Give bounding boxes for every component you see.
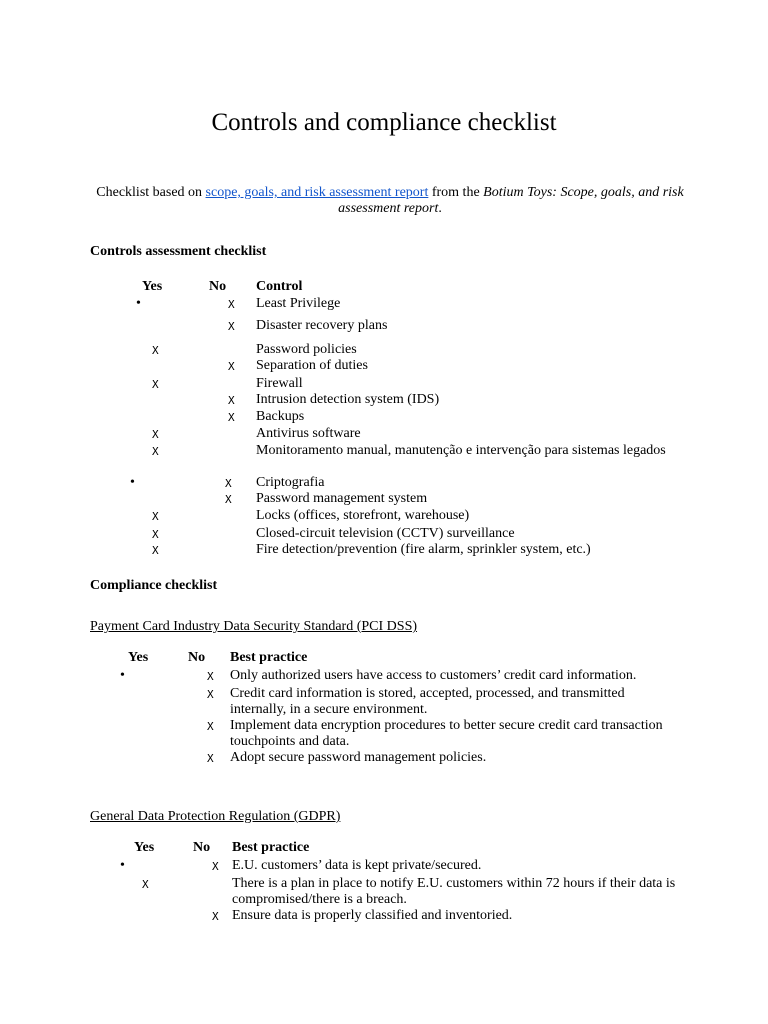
no-mark: X	[225, 477, 232, 490]
yes-mark: •	[120, 858, 125, 873]
intro-italic: Botium Toys: Scope, goals, and risk assessment report	[338, 185, 684, 216]
no-mark: X	[212, 910, 219, 923]
pci-col-best-practice: Best practice	[230, 650, 308, 665]
best-practice-label: Implement data encryption procedures to better secure credit card transaction touchpoints and data.	[230, 718, 663, 749]
controls-col-yes: Yes	[142, 279, 163, 294]
yes-mark: •	[130, 475, 135, 490]
yes-mark: X	[152, 528, 159, 541]
no-mark: X	[228, 360, 235, 373]
yes-mark: •	[136, 296, 141, 311]
control-label: Disaster recovery plans	[256, 318, 388, 333]
control-label: Closed-circuit television (CCTV) surveillance	[256, 526, 515, 541]
controls-col-control: Control	[256, 279, 303, 294]
intro-prefix: Checklist based on	[96, 185, 206, 200]
yes-mark: X	[152, 544, 159, 557]
compliance-heading: Compliance checklist	[90, 578, 218, 593]
best-practice-label: There is a plan in place to notify E.U. customers within 72 hours if their data is compromised/there is a breach.	[232, 876, 676, 907]
control-label: Least Privilege	[256, 296, 341, 311]
intro-paragraph	[90, 185, 690, 217]
yes-mark: •	[120, 668, 125, 683]
controls-heading: Controls assessment checklist	[90, 244, 267, 259]
no-mark: X	[212, 860, 219, 873]
yes-mark: X	[152, 445, 159, 458]
yes-mark: X	[152, 428, 159, 441]
no-mark: X	[228, 411, 235, 424]
control-label: Criptografia	[256, 475, 325, 490]
pci-col-no: No	[188, 650, 206, 665]
no-mark: X	[228, 394, 235, 407]
intro-middle: from the	[428, 185, 484, 200]
best-practice-label: Adopt secure password management policies.	[230, 750, 487, 765]
yes-mark: X	[152, 510, 159, 523]
controls-col-no: No	[209, 279, 227, 294]
best-practice-label: Ensure data is properly classified and inventoried.	[232, 908, 513, 923]
pci-dss-title: Payment Card Industry Data Security Standard (PCI DSS)	[90, 619, 418, 634]
yes-mark: X	[152, 344, 159, 357]
control-label: Intrusion detection system (IDS)	[256, 392, 440, 407]
best-practice-label: E.U. customers’ data is kept private/secured.	[232, 858, 482, 873]
no-mark: X	[207, 670, 214, 683]
yes-mark: X	[142, 878, 149, 891]
control-label: Password management system	[256, 491, 428, 506]
control-label: Firewall	[256, 376, 303, 391]
control-label: Separation of duties	[256, 358, 368, 373]
gdpr-title: General Data Protection Regulation (GDPR)	[90, 809, 341, 824]
control-label: Backups	[256, 409, 305, 424]
gdpr-col-yes: Yes	[134, 840, 155, 855]
yes-mark: X	[152, 378, 159, 391]
intro-suffix: .	[438, 201, 442, 216]
best-practice-label: Only authorized users have access to customers’ credit card information.	[230, 668, 637, 683]
control-label: Fire detection/prevention (fire alarm, sprinkler system, etc.)	[256, 542, 591, 557]
no-mark: X	[228, 320, 235, 333]
scope-report-link[interactable]: scope, goals, and risk assessment report	[205, 185, 429, 200]
gdpr-col-best-practice: Best practice	[232, 840, 310, 855]
no-mark: X	[207, 752, 214, 765]
best-practice-label: Credit card information is stored, accepted, processed, and transmitted internally, in a secure environment.	[230, 686, 625, 717]
control-label: Password policies	[256, 342, 357, 357]
no-mark: X	[207, 720, 214, 733]
control-label: Monitoramento manual, manutenção e intervenção para sistemas legados	[256, 443, 666, 458]
no-mark: X	[225, 493, 232, 506]
gdpr-col-no: No	[193, 840, 211, 855]
page-title: Controls and compliance checklist	[211, 109, 557, 136]
control-label: Locks (offices, storefront, warehouse)	[256, 508, 470, 523]
control-label: Antivirus software	[256, 426, 361, 441]
no-mark: X	[207, 688, 214, 701]
pci-col-yes: Yes	[128, 650, 149, 665]
no-mark: X	[228, 298, 235, 311]
